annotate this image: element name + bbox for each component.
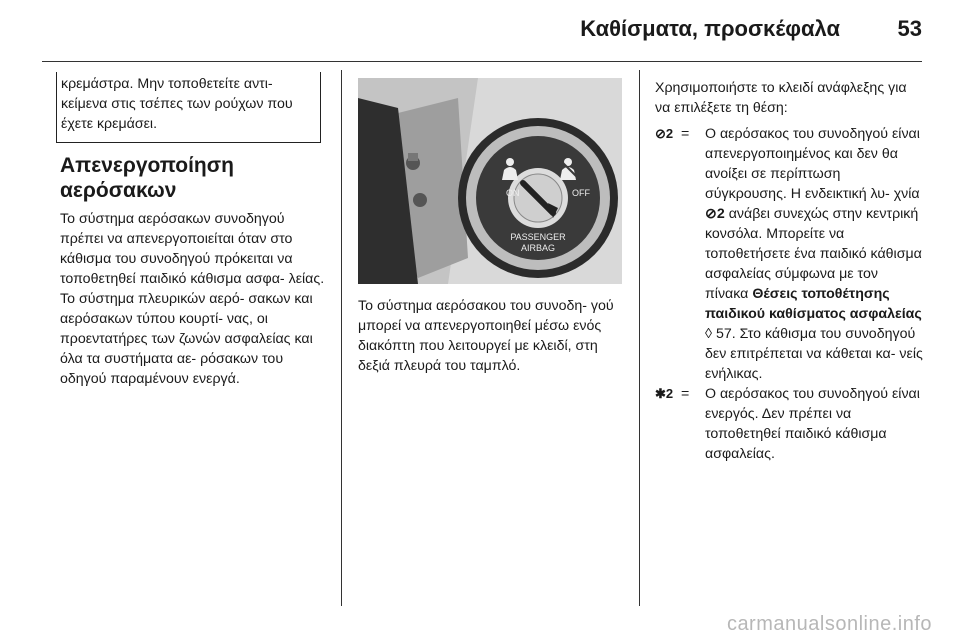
- page-reference[interactable]: ◊ 57.: [705, 326, 736, 342]
- section-title: Απενεργοποίηση αερόσακων: [60, 154, 234, 202]
- airbag-off-inline-icon: ⊘2: [705, 206, 725, 222]
- position-item-on: [655, 384, 925, 464]
- airbag-switch-photo: [358, 78, 622, 284]
- off-text-a: Ο αερόσακος του συνοδηγού είναι απενεργοποιημένος και δεν θα ανοίξει σε περίπτωση σύγκρουσης. Η ενδεικτική λυ- χνία: [705, 126, 920, 202]
- column-3: [655, 78, 925, 464]
- equals-sign: =: [681, 126, 690, 142]
- position-on-text: Ο αερόσακος του συνοδηγού είναι ενεργός. Δεν πρέπει να τοποθετηθεί παιδικό κάθισμα ασφαλείας.: [705, 386, 920, 462]
- position-item-off: [655, 124, 925, 384]
- off-text-b: ανάβει συνεχώς στην κεντρική κονσόλα. Μπορείτε να τοποθετήσετε ένα παιδικό κάθισμα ασφαλείας σύμφωνα με τον πίνακα: [705, 206, 922, 302]
- note-text: κρεμάστρα. Μην τοποθετείτε αντι- κείμενα στις τσέπες των ρούχων που έχετε κρεμάσει.: [61, 76, 293, 132]
- page-header: [0, 0, 960, 60]
- airbag-off-icon: ⊘2: [655, 126, 674, 141]
- photo-caption: Το σύστημα αερόσακου του συνοδη- γού μπορεί να απενεργοποιηθεί μέσω ενός διακόπτη που λειτουργεί με κλειδί, στη δεξιά πλευρά του ταμπλό.: [358, 298, 614, 374]
- switch-label-on: ON: [506, 188, 520, 198]
- airbag-on-icon: ✱2: [655, 386, 674, 401]
- watermark: carmanualsonline.info: [726, 613, 932, 635]
- switch-label-off: OFF: [572, 188, 590, 198]
- note-box: [56, 72, 321, 143]
- intro-text: Χρησιμοποιήστε το κλειδί ανάφλεξης για να επιλέξετε τη θέση:: [655, 80, 907, 116]
- column-2: [358, 78, 626, 376]
- child-seat-table-link[interactable]: Θέσεις τοποθέτησης παιδικού καθίσματος ασφαλείας: [705, 286, 922, 322]
- switch-label-airbag: AIRBAG: [520, 243, 556, 253]
- position-off-text: [705, 124, 925, 384]
- page-number: 53: [897, 16, 922, 41]
- column-1: [60, 72, 325, 389]
- body-text: Το σύστημα αερόσακων συνοδηγού πρέπει να απενεργοποιείται όταν στο κάθισμα του συνοδηγού πρόκειται να τοποθετηθεί παιδικό κάθισμα ασφα- λείας. Το σύστημα πλευρικών αερό- σακων και αερόσακων τύπου κουρτί- νας, οι προεντατήρες των ζωνών ασφαλείας και όλα τα συστήματα αε- ρόσακων του οδηγού παραμένουν ενεργά.: [60, 211, 325, 387]
- switch-label-passenger: PASSENGER: [510, 232, 566, 242]
- column-divider-1: [341, 70, 342, 606]
- column-divider-2: [639, 70, 640, 606]
- header-rule: [42, 61, 922, 62]
- page-title: Καθίσματα, προσκέφαλα: [580, 16, 840, 41]
- off-text-c: Στο κάθισμα του συνοδηγού δεν επιτρέπεται να κάθεται κα- νείς ενήλικας.: [705, 326, 923, 382]
- equals-sign: =: [681, 386, 690, 402]
